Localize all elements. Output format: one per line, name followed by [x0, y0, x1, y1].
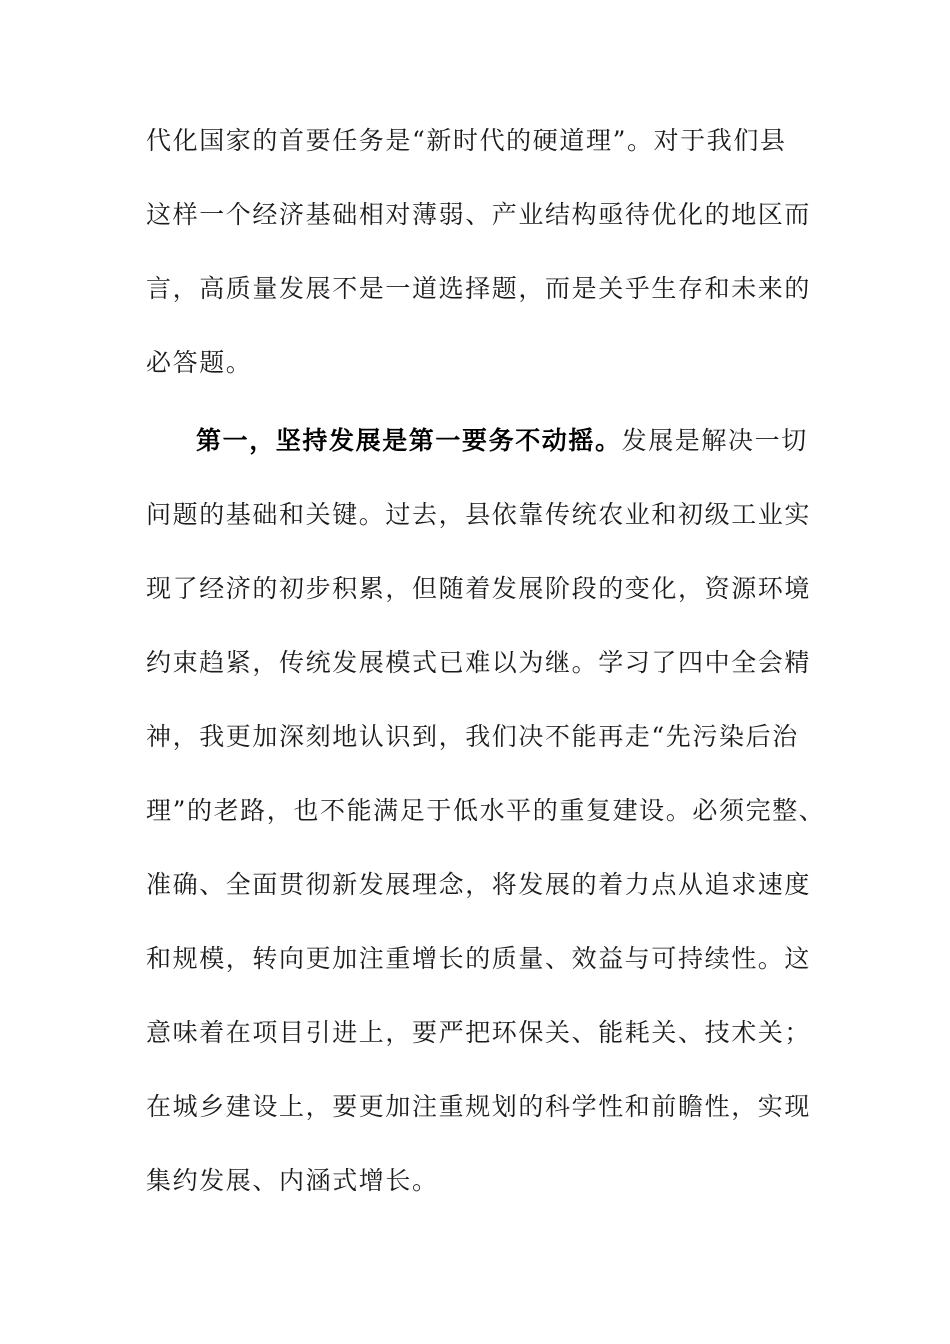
paragraph-line: 必答题。 — [146, 348, 253, 377]
paragraph-line: 现了经济的初步积累，但随着发展阶段的变化，资源环境 — [146, 574, 812, 603]
paragraph-line: 代化国家的首要任务是“新时代的硬道理”。对于我们县 — [146, 126, 787, 155]
paragraph-line: 神，我更加深刻地认识到，我们决不能再走“先污染后治 — [146, 722, 799, 751]
paragraph-first-point — [146, 404, 826, 1218]
section-heading-bold: 第一，坚持发展是第一要务不动摇。 — [196, 426, 622, 455]
paragraph-line: 在城乡建设上，要更加注重规划的科学性和前瞻性，实现 — [146, 1092, 812, 1121]
paragraph-high-quality-development — [146, 104, 816, 400]
paragraph-first-line — [146, 404, 816, 478]
paragraph-line: 问题的基础和关键。过去，县依靠传统农业和初级工业实 — [146, 500, 812, 529]
paragraph-line: 理”的老路，也不能满足于低水平的重复建设。必须完整、 — [146, 796, 826, 825]
paragraph-line: 约束趋紧，传统发展模式已难以为继。学习了四中全会精 — [146, 648, 812, 677]
paragraph-line: 准确、全面贯彻新发展理念，将发展的着力点从追求速度 — [146, 870, 812, 899]
first-line-text: 发展是解决一切 — [621, 426, 808, 455]
paragraph-line: 这样一个经济基础相对薄弱、产业结构亟待优化的地区而 — [146, 200, 812, 229]
paragraph-line: 和规模，转向更加注重增长的质量、效益与可持续性。这 — [146, 944, 812, 973]
paragraph-line: 言，高质量发展不是一道选择题，而是关乎生存和未来的 — [146, 274, 812, 303]
paragraph-line: 意味着在项目引进上，要严把环保关、能耗关、技术关； — [146, 1018, 812, 1047]
paragraph-line: 集约发展、内涵式增长。 — [146, 1166, 439, 1195]
